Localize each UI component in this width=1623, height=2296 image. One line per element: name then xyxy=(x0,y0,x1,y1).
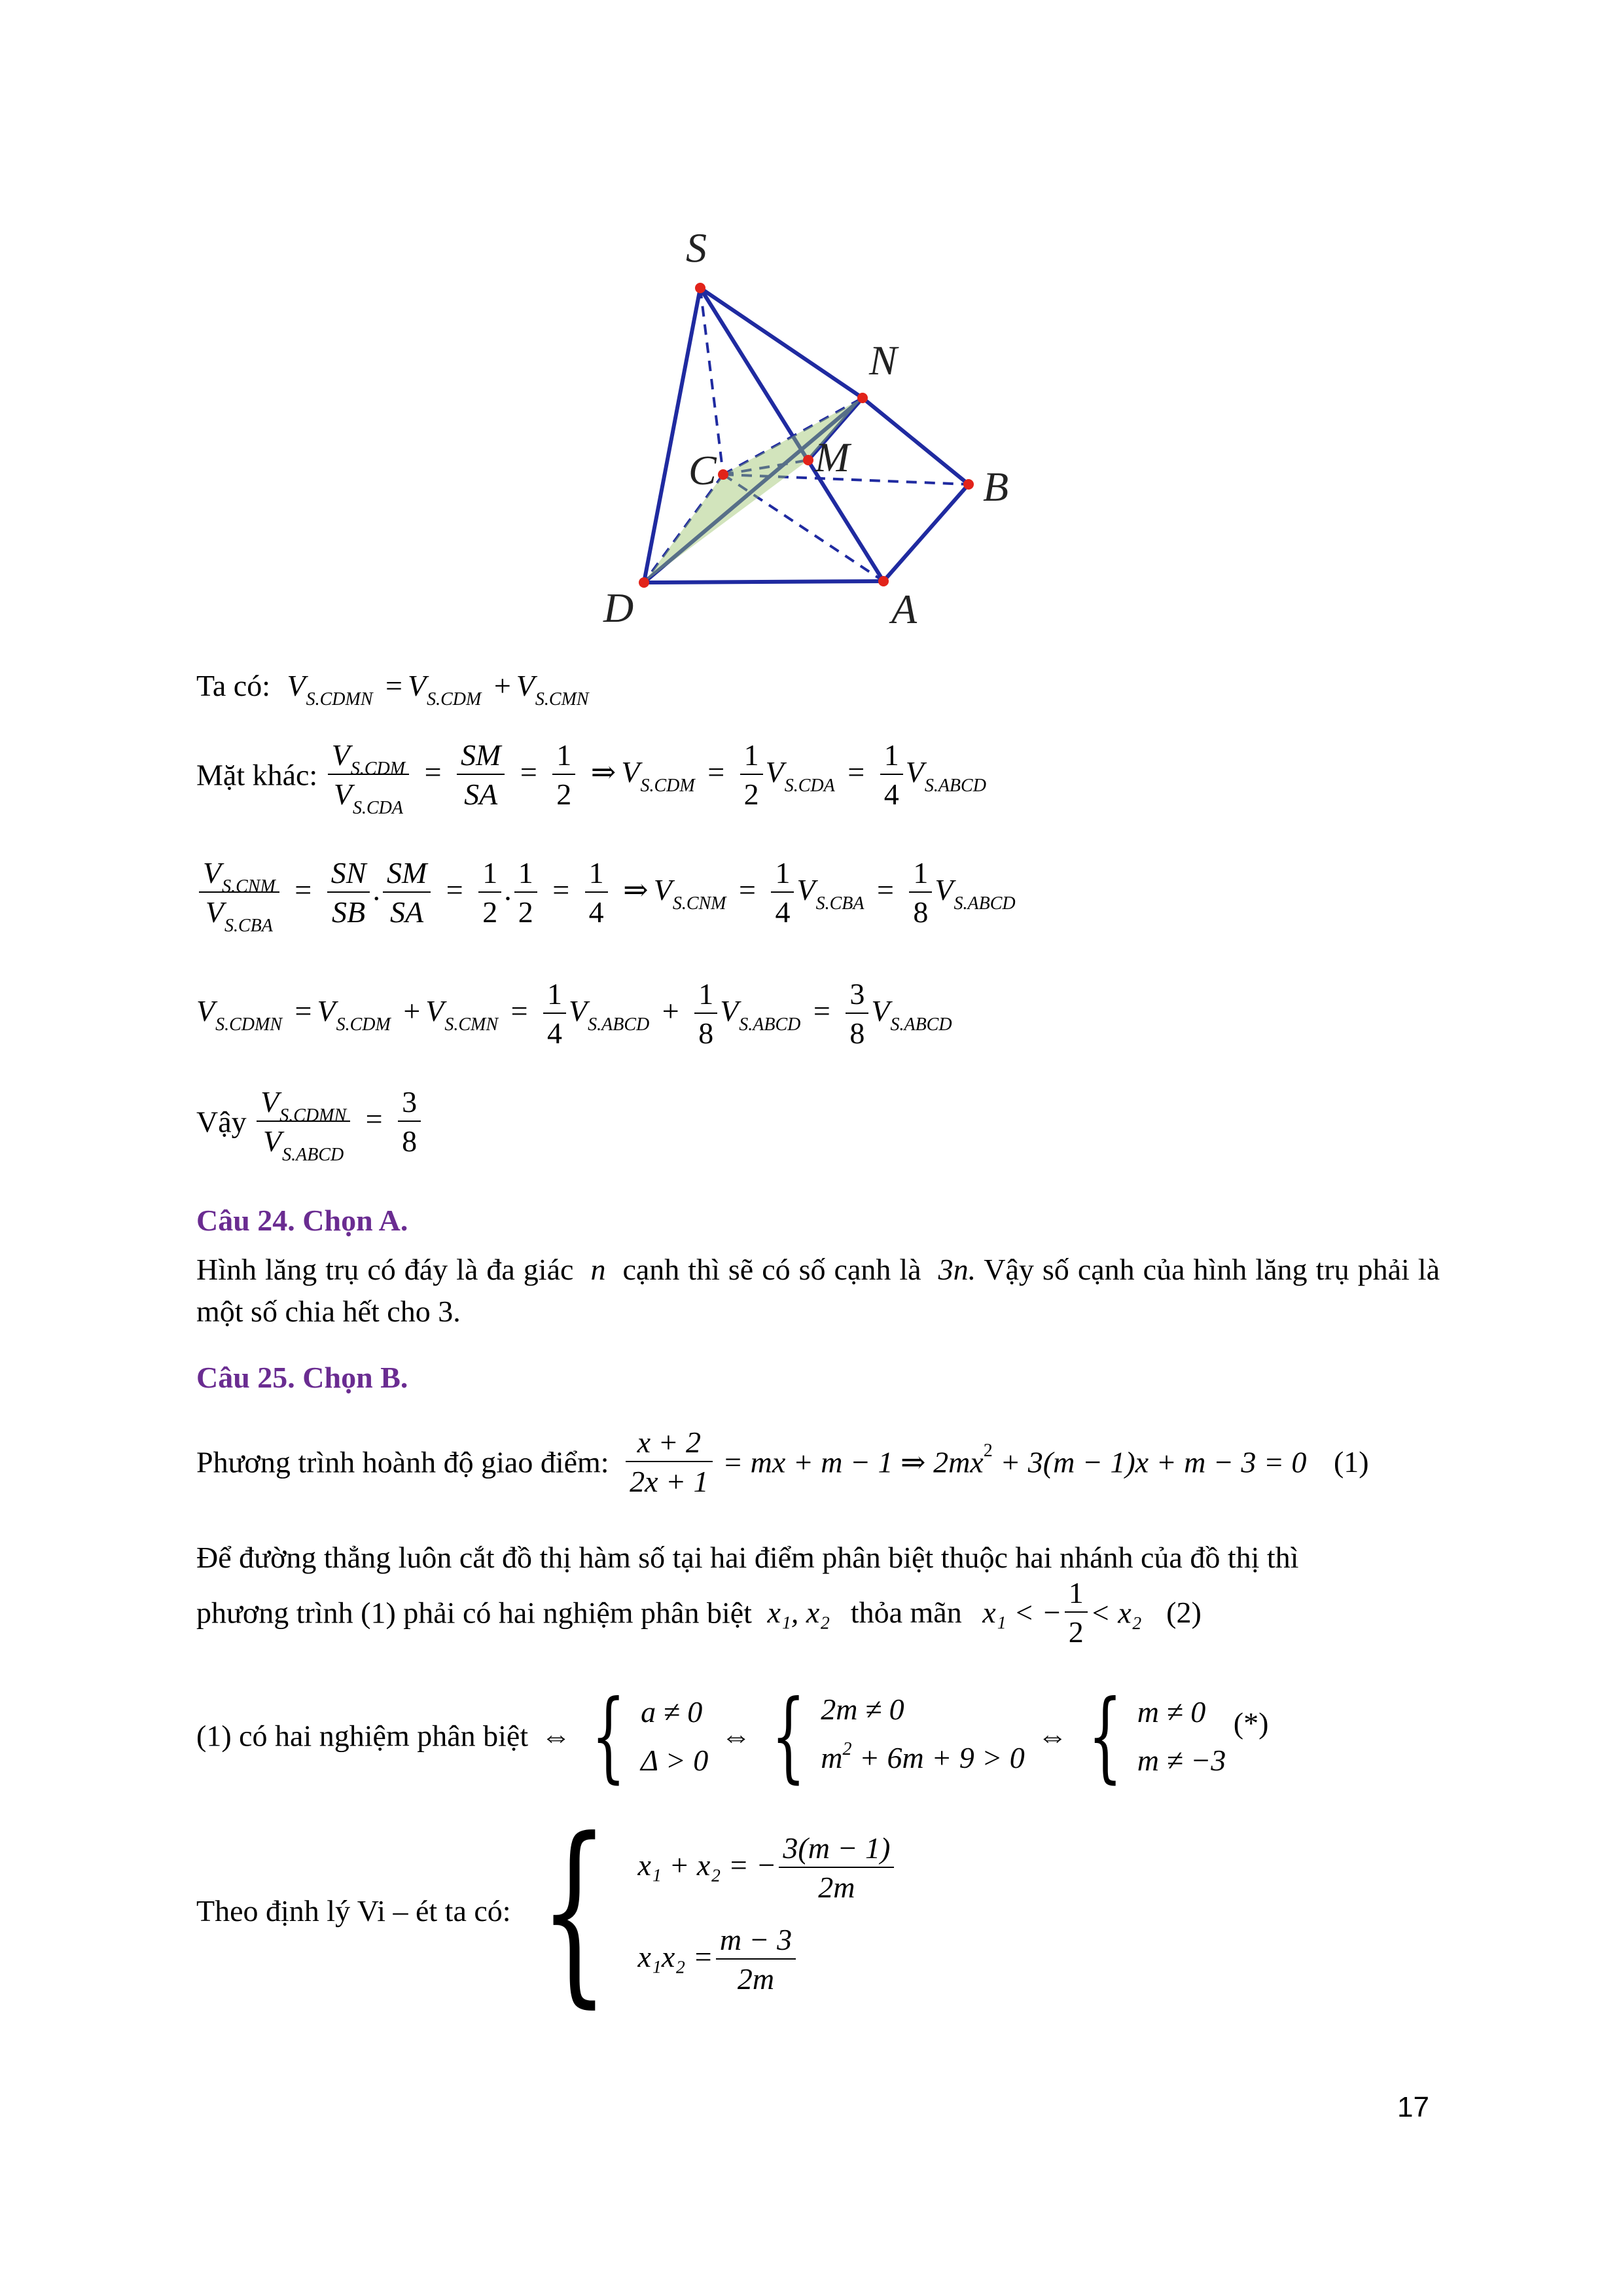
page-number: 17 xyxy=(1397,2091,1429,2123)
label-M: M xyxy=(815,434,850,480)
vay-line: Vậy $\frac{V_{S.CDMN}}{V_{S.ABCD}}$ = $\frac{3}{8}$ xyxy=(196,1086,423,1158)
edge-DA xyxy=(644,581,883,583)
vertex-D xyxy=(639,577,649,588)
sum-line: $V_{S.CDMN} = V_{S.CDM} + V_{S.CMN}$ = $\frac{1}{4}$ $V_{S.ABCD}$ + $\frac{1}{8}$ $V_{S.ABCD}$ = $\frac{3}{8}$ $V_{S.ABCD}$ xyxy=(196,977,952,1050)
label-C: C xyxy=(688,447,717,493)
ratio-cnm-line: $\frac{V_{S.CNM}}{V_{S.CBA}}$ = $\frac{SN}{SB}$ . $\frac{SM}{SA}$ = $\frac{1}{2}$ . $\frac{1}{2}$ = $\frac{1}{4}$ ⇒ $V_{S.CNM}$ = $\frac{1}{4}$ $V_{S.CBA}$ = $\frac{1}{8}$ $V_{S.ABCD}$ xyxy=(196,857,1016,929)
vertex-S xyxy=(695,283,705,293)
label-A: A xyxy=(891,586,918,632)
vertex-C xyxy=(718,469,728,480)
cau24-heading: Câu 24. Chọn A. xyxy=(196,1204,408,1237)
label-B: B xyxy=(983,463,1009,510)
edge-BA xyxy=(883,484,969,581)
pyramid-figure xyxy=(589,223,1047,641)
section-CDMN xyxy=(644,398,863,583)
label-N: N xyxy=(869,337,897,384)
vertex-M xyxy=(803,455,813,465)
ta-co-line: Ta có: $V_{S.CDMN} = V_{S.CDM} + V_{S.CMN}$ xyxy=(196,669,589,709)
vertex-B xyxy=(963,479,974,490)
mat-khac-line: Mặt khác: $\frac{V_{S.CDM}}{V_{S.CDA}}$ = $\frac{SM}{SA}$ = $\frac{1}{2}$ ⇒ $V_{S.CDM}$ = $\frac{1}{2}$ $V_{S.CDA}$ = $\frac{1}{4}$ $V_{S.ABCD}$ xyxy=(196,738,986,819)
edge-SN xyxy=(700,288,863,398)
edge-SA xyxy=(700,288,883,581)
frac-vcdm-vcda: $\frac{V_{S.CDM}}{V_{S.CDA}}$ xyxy=(328,740,409,811)
vertex-N xyxy=(857,393,868,403)
cau25-heading: Câu 25. Chọn B. xyxy=(196,1361,408,1394)
vertex-A xyxy=(878,576,889,586)
cau24-paragraph: Hình lăng trụ có đáy là đa giác n cạnh thì sẽ có số cạnh là 3n. Vậy số cạnh của hình lăng trụ phải là một số chia hết cho 3. xyxy=(196,1253,1440,1328)
equation-1-line: Phương trình hoành độ giao điểm: $\frac{x + 2}{2x + 1}$ = mx + m − 1 ⇒ $2mx^2 + 3(m - 1)x + m - 3 = 0$ (1) xyxy=(196,1426,1369,1499)
cau25-paragraph: Để đường thẳng luôn cắt đồ thị hàm số tại hai điểm phân biệt thuộc hai nhánh của đồ thị thì xyxy=(196,1541,1299,1574)
system-line: (1) có hai nghiệm phân biệt ⇔ { a ≠ 0 Δ > 0 ⇔ { 2m ≠ 0 $m^2 + 6m + 9 > 0$ ⇔ { m ≠ 0 m ≠ −3 (*) xyxy=(196,1679,1269,1793)
condition-2-line: phương trình (1) phải có hai nghiệm phân biệt x₁, x₂ thỏa mãn x₁ < − $\frac{1}{2}$ < x₂ (2) xyxy=(196,1576,1202,1649)
label-D: D xyxy=(603,584,634,631)
label-S: S xyxy=(686,224,707,271)
edge-NB xyxy=(863,398,969,484)
viet-line: Theo định lý Vi – ét ta có: { x₁ + x₂ = − $\frac{3(m - 1)}{2m}$ x₁x₂ = $\frac{m - 3}{2m}$ xyxy=(196,1813,897,2009)
